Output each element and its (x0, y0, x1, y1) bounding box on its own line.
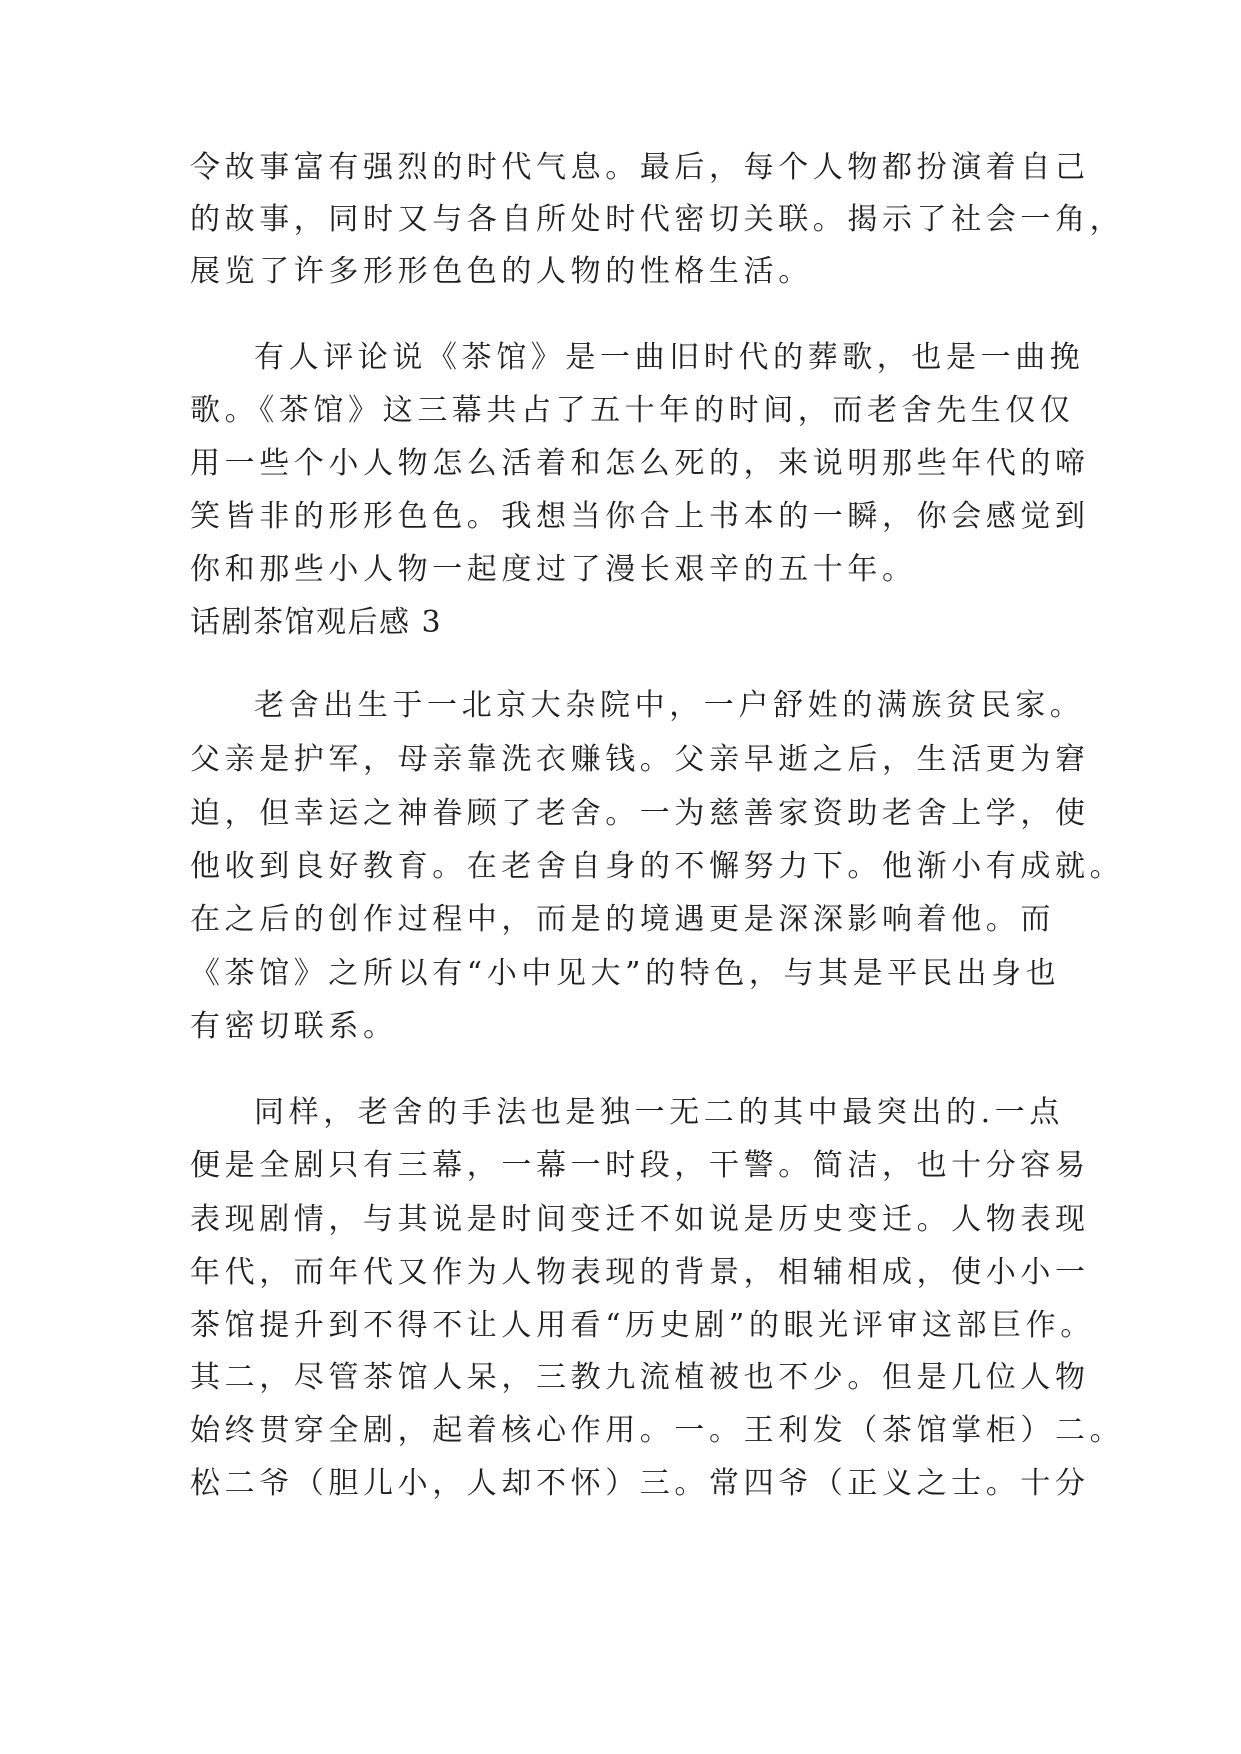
text-line: 的故事，同时又与各自所处时代密切关联。揭示了社会一角， (190, 202, 1125, 237)
text-line: 茶馆提升到不得不让人用看“历史剧”的眼光评审这部巨作。 (190, 1308, 1095, 1343)
text-line: 在之后的创作过程中，而是的境遇更是深深影响着他。而 (190, 902, 1055, 937)
text-line: 你和那些小人物一起度过了漫长艰辛的五十年。 (190, 552, 917, 587)
text-line: 有密切联系。 (190, 1009, 398, 1044)
text-line: 便是全剧只有三幕，一幕一时段，干警。简洁，也十分容易 (190, 1148, 1090, 1183)
text-line: 令故事富有强烈的时代气息。最后，每个人物都扮演着自己 (190, 150, 1090, 185)
text-line: 迫，但幸运之神眷顾了老舍。一为慈善家资助老舍上学，使 (190, 796, 1090, 831)
text-line: 笑皆非的形形色色。我想当你合上书本的一瞬，你会感觉到 (190, 499, 1090, 534)
text-line: 年代，而年代又作为人物表现的背景，相辅相成，使小小一 (190, 1255, 1090, 1290)
text-line: 表现剧情，与其说是时间变迁不如说是历史变迁。人物表现 (190, 1202, 1090, 1237)
paragraph-first-line: 同样，老舍的手法也是独一无二的其中最突出的.一点 (254, 1095, 1064, 1130)
text-line: 父亲是护军，母亲靠洗衣赚钱。父亲早逝之后，生活更为窘 (190, 742, 1090, 777)
text-line: 他收到良好教育。在老舍自身的不懈努力下。他渐小有成就。 (190, 849, 1125, 884)
section-heading: 话剧茶馆观后感 3 (190, 605, 443, 640)
paragraph-first-line: 老舍出生于一北京大杂院中，一户舒姓的满族贫民家。 (254, 688, 1085, 723)
text-line: 始终贯穿全剧，起着核心作用。一。王利发（茶馆掌柜）二。 (190, 1413, 1125, 1448)
text-line: 《茶馆》之所以有“小中见大”的特色，与其是平民出身也 (190, 956, 1061, 991)
text-line: 松二爷（胆儿小，人却不怀）三。常四爷（正义之士。十分 (190, 1466, 1090, 1501)
text-line: 用一些个小人物怎么活着和怎么死的，来说明那些年代的啼 (190, 446, 1090, 481)
text-line: 歌。《茶馆》这三幕共占了五十年的时间，而老舍先生仅仅 (190, 393, 1075, 428)
text-line: 展览了许多形形色色的人物的性格生活。 (190, 254, 813, 289)
paragraph-first-line: 有人评论说《茶馆》是一曲旧时代的葬歌，也是一曲挽 (254, 340, 1085, 375)
text-line: 其二，尽管茶馆人呆，三教九流植被也不少。但是几位人物 (190, 1360, 1090, 1395)
